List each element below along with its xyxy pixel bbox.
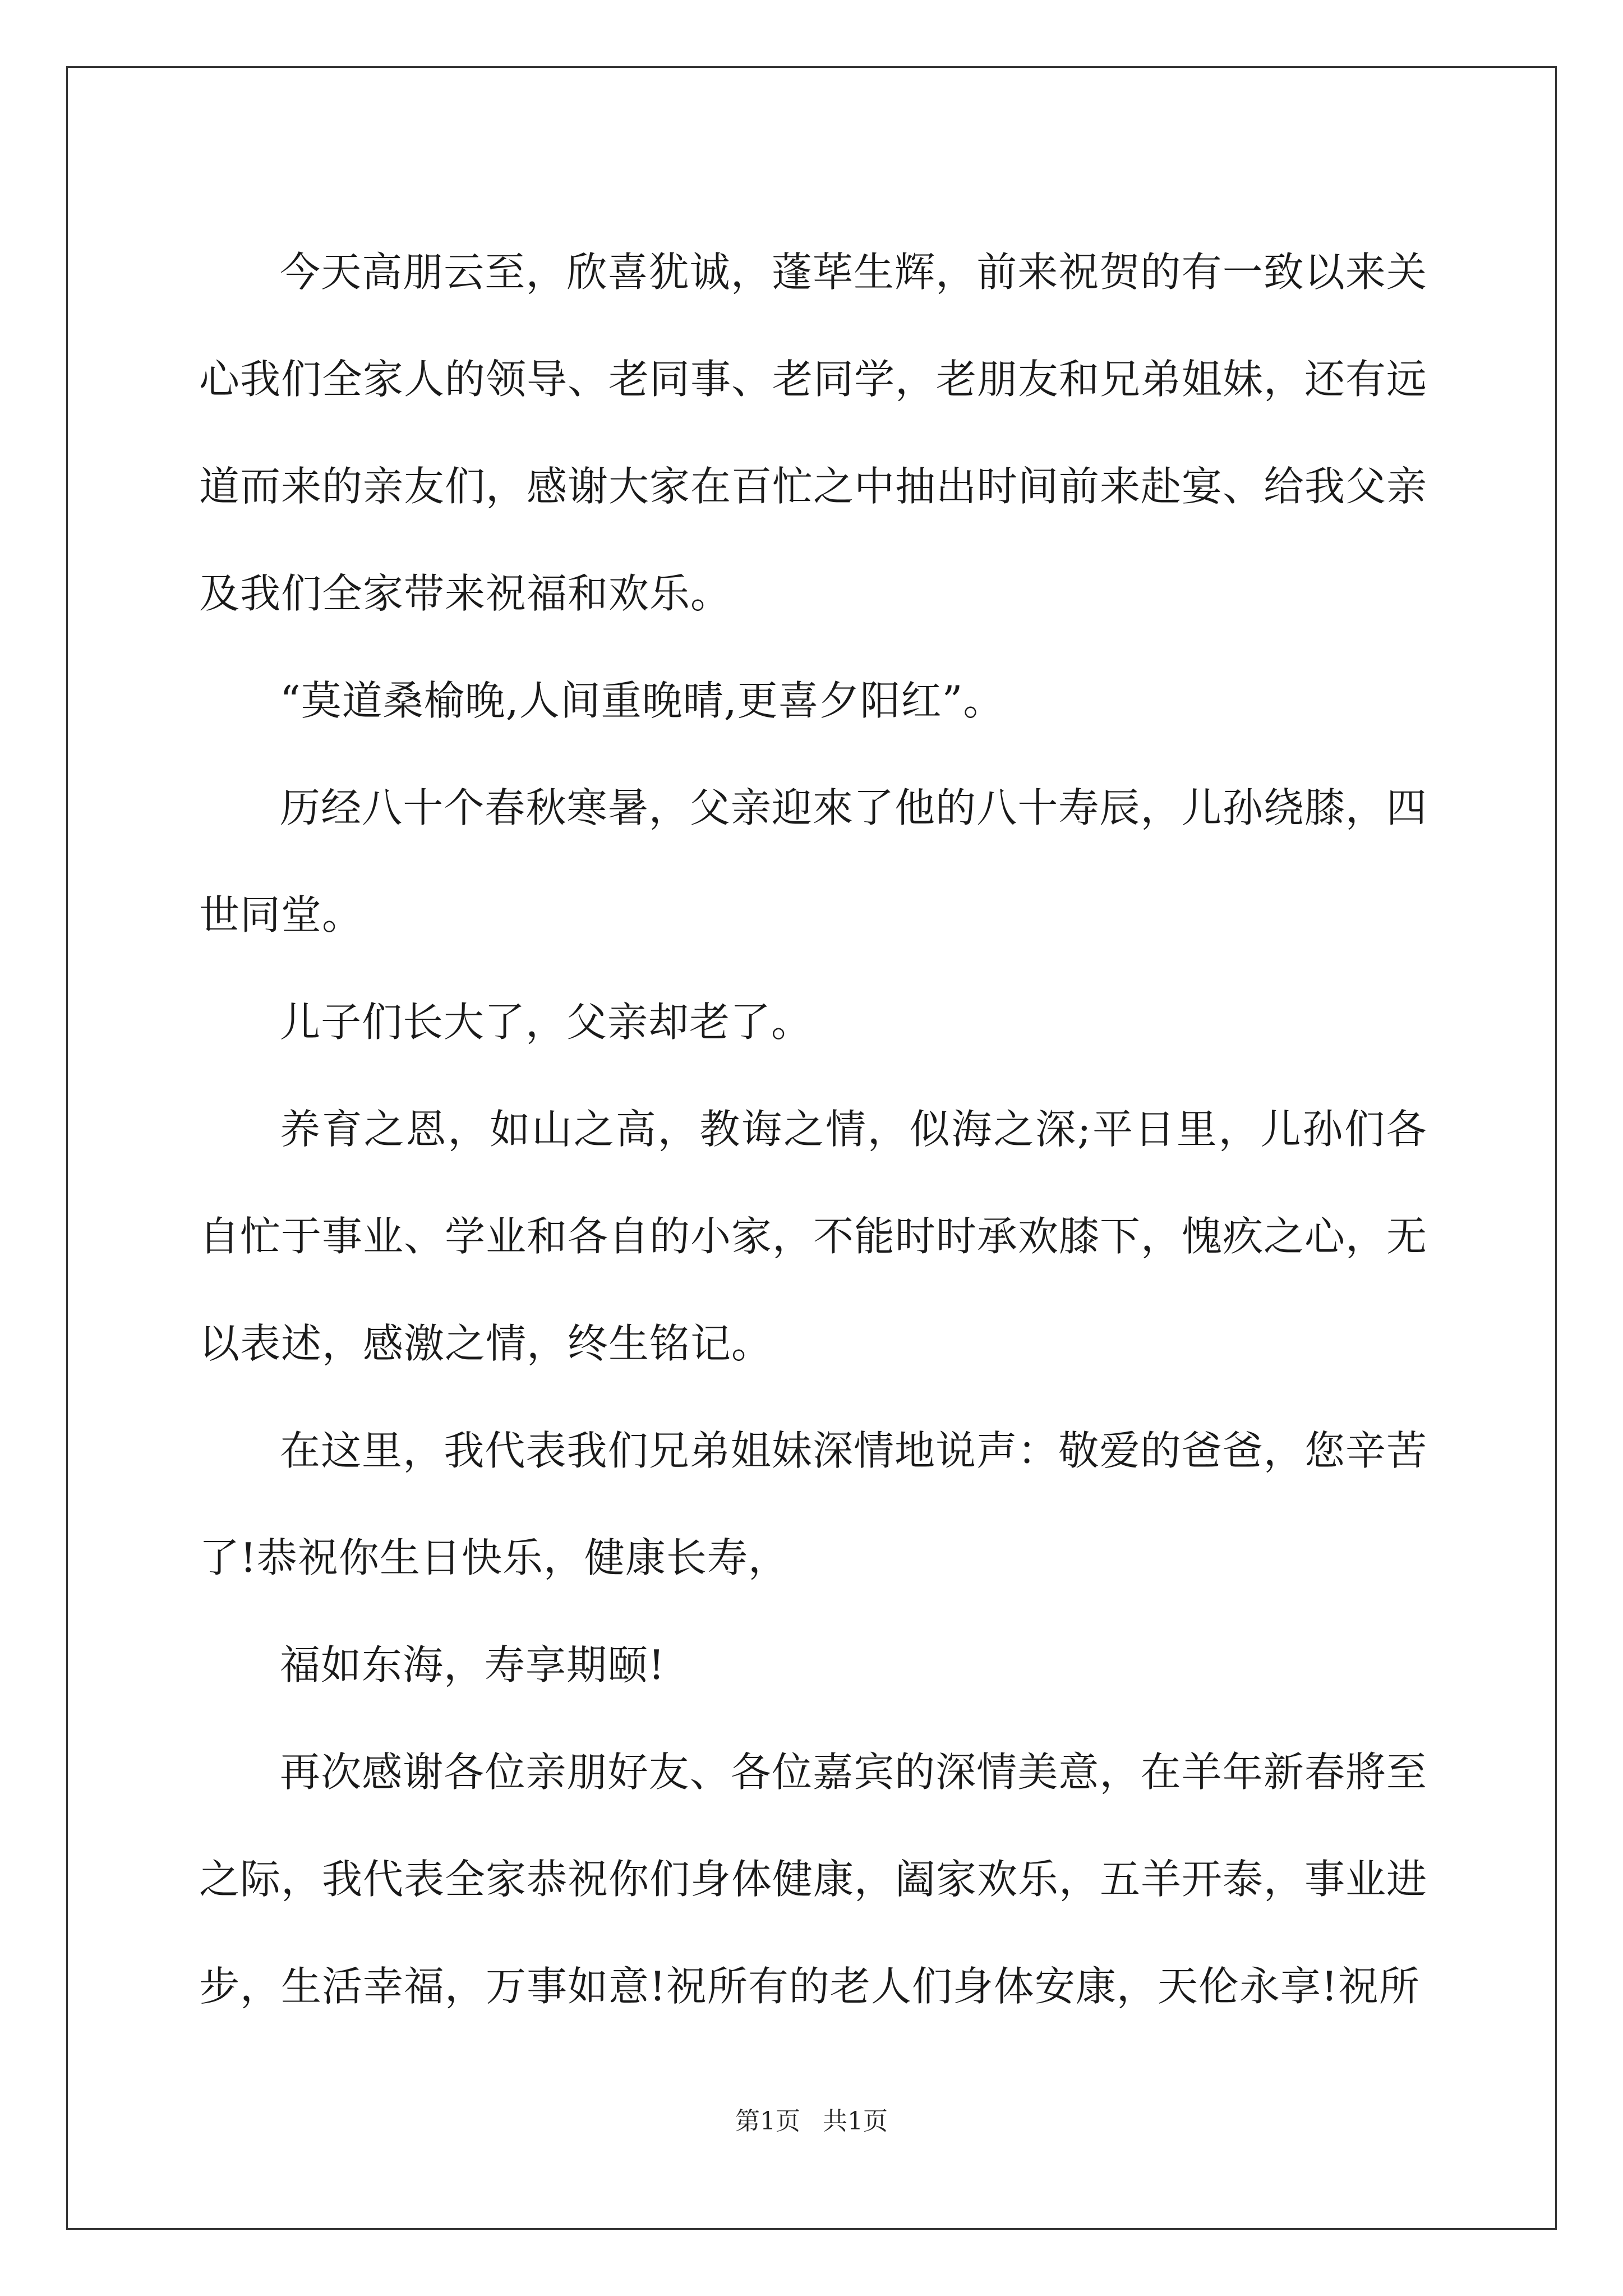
paragraph: 养育之恩，如山之高，教诲之情，似海之深;平日里，儿孙们各自忙于事业、学业和各自的小家，不能时时承欢膝下，愧疚之心，无以表述，感激之情，终生铭记。 — [199, 1106, 1428, 1367]
paragraph: “莫道桑榆晚,人间重晚晴,更喜夕阳红”。 — [280, 677, 1004, 724]
paragraph: 儿子们长大了，父亲却老了。 — [280, 999, 813, 1046]
paragraph: 历经八十个春秋寒暑，父亲迎來了他的八十寿辰，儿孙绕膝，四世同堂。 — [199, 784, 1427, 938]
page-total: 共1页 — [823, 2107, 888, 2136]
page-number: 第1页 — [735, 2107, 800, 2136]
page-footer — [0, 2105, 1623, 2138]
paragraph: 再次感谢各位亲朋好友、各位嘉宾的深情美意，在羊年新春將至之际，我代表全家恭祝你们身体健康，阖家欢乐，五羊开泰，事业进步，生活幸福，万事如意!祝所有的老人们身体安康，天伦永享!祝所 — [199, 1749, 1428, 2010]
paragraph: 今天高朋云至，欣喜犹诚，蓬荜生辉，前来祝贺的有一致以来关心我们全家人的领导、老同事、老同学，老朋友和兄弟姐妹，还有远道而来的亲友们，感谢大家在百忙之中抽出时间前来赴宴、给我父亲及我们全家带来祝福和欢乐。 — [199, 249, 1428, 617]
paragraph: 福如东海，寿享期颐! — [280, 1641, 665, 1688]
document-body — [199, 219, 1427, 2040]
paragraph: 在这里，我代表我们兄弟姐妹深情地说声：敬爱的爸爸，您辛苦了!恭祝你生日快乐，健康长寿， — [199, 1427, 1427, 1581]
